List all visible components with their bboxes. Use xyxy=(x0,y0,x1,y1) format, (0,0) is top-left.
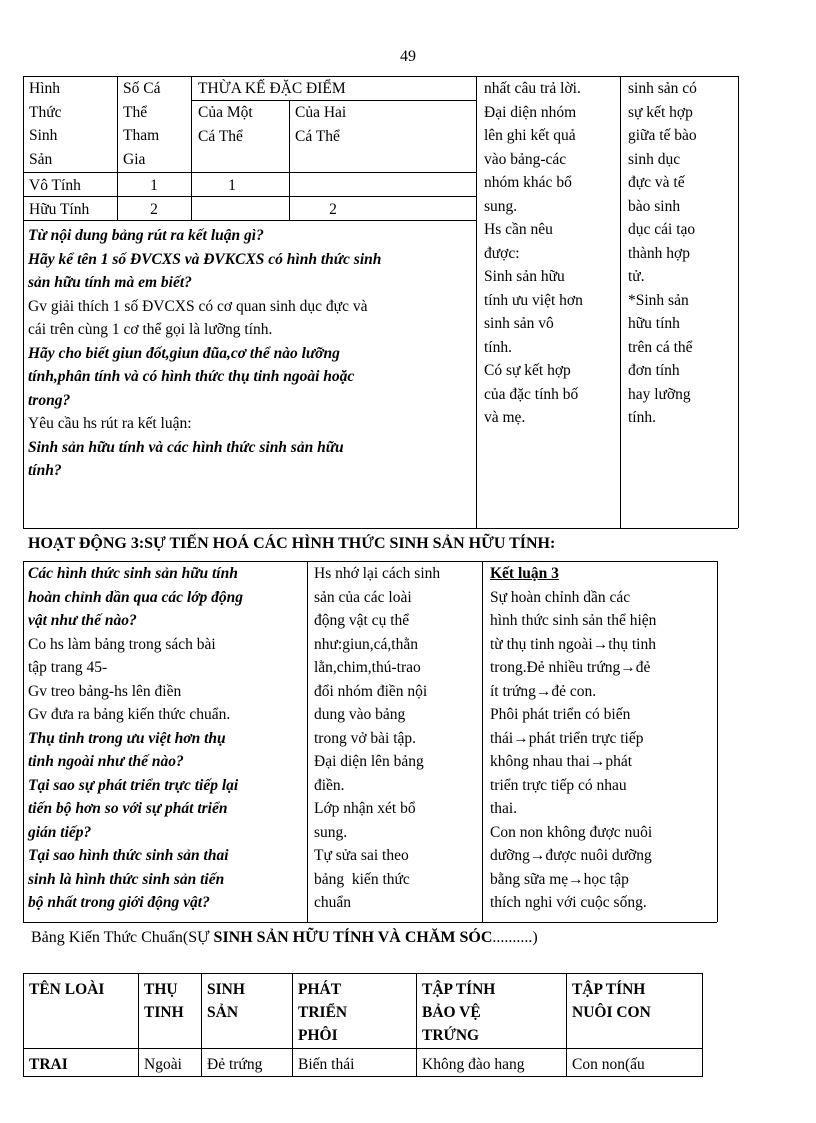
question-line: Yêu cầu hs rút ra kết luận: xyxy=(28,415,192,432)
cell-bao-ve-trung: Không đào hang xyxy=(417,1049,567,1077)
row-hai-huu-tinh: 2 xyxy=(329,201,337,218)
student-line: Hs nhớ lại cách sinh xyxy=(314,565,441,582)
conclusion-line: đực và tế xyxy=(628,174,685,191)
conclusion-line: đơn tính xyxy=(628,362,680,379)
header-bao-ve-trung: TẬP TÍNH BẢO VỆ TRỨNG xyxy=(417,974,567,1049)
student-line: Tự sửa sai theo xyxy=(314,847,409,864)
teacher-line: Tại sao sự phát triển trực tiếp lại xyxy=(28,776,239,794)
conclusion-line: từ thụ tinh ngoài→thụ tinh xyxy=(490,635,656,653)
question-line: Hãy kể tên 1 số ĐVCXS và ĐVKCXS có hình thức sinh xyxy=(28,250,382,268)
student-line: của đặc tính bố xyxy=(484,385,579,403)
student-line: Lớp nhận xét bổ xyxy=(314,800,416,817)
teacher-line: gián tiếp? xyxy=(28,823,92,841)
conclusion-line: thành hợp xyxy=(628,244,691,262)
row-mot-vo-tinh: 1 xyxy=(228,177,236,194)
question-line: Từ nội dung bảng rút ra kết luận gì? xyxy=(28,227,264,244)
teacher-line: hoàn chỉnh dần qua các lớp động xyxy=(28,588,244,606)
cell-sinh-san: Đẻ trứng xyxy=(202,1049,293,1077)
conclusion-line: bào sinh xyxy=(628,197,681,215)
conclusion-line: bằng sữa mẹ→học tập xyxy=(490,870,629,888)
student-line: Hs cần nêu xyxy=(484,221,553,238)
question-line: Sinh sản hữu tính và các hình thức sinh sản hữu xyxy=(28,438,344,456)
student-line: trong vở bài tập. xyxy=(314,729,417,747)
student-line: sản của các loài xyxy=(314,588,412,606)
activity-3-heading: HOẠT ĐỘNG 3:SỰ TIẾN HOÁ CÁC HÌNH THỨC SINH SẢN HỮU TÍNH: xyxy=(28,535,556,552)
conclusion-line: thích nghi với cuộc sống. xyxy=(490,894,647,911)
activity-3-teacher-column xyxy=(28,562,306,915)
conclusion-line: Sự hoàn chỉnh dần các xyxy=(490,588,631,606)
conclusion-line: trong.Đẻ nhiều trứng→đẻ xyxy=(490,659,651,676)
student-line: sinh sản vô xyxy=(484,315,554,332)
student-line: Đại diện lên bảng xyxy=(314,753,424,770)
header-cua-hai: Của Hai Cá Thể xyxy=(295,104,347,145)
header-phat-trien-phoi: PHÁT TRIỂN PHÔI xyxy=(293,974,417,1049)
student-line: nhóm khác bổ xyxy=(484,174,572,191)
conclusion-line: hữu tính xyxy=(628,315,680,332)
question-line: Gv giải thích 1 số ĐVCXS có cơ quan sinh dục đực và xyxy=(28,297,368,315)
teacher-line: Thụ tinh trong ưu việt hơn thụ xyxy=(28,729,226,747)
teacher-line: tiến bộ hơn so với sự phát triển xyxy=(28,800,228,817)
cell-nuoi-con: Con non(ấu xyxy=(567,1049,703,1077)
conclusion-line: không nhau thai→phát xyxy=(490,753,633,770)
student-line: dung vào bảng xyxy=(314,706,406,723)
student-line: vào bảng-các xyxy=(484,150,567,168)
student-line: Có sự kết hợp xyxy=(484,362,571,379)
student-line: được: xyxy=(484,244,520,262)
standard-knowledge-table xyxy=(23,973,703,1077)
activity-3-conclusion xyxy=(490,562,716,915)
question-line: tính? xyxy=(28,462,62,479)
conclusion-line: dưỡng→được nuôi dưỡng xyxy=(490,847,652,864)
student-line: tính. xyxy=(484,338,512,356)
teacher-line: tập trang 45- xyxy=(28,659,108,676)
teacher-line: tinh ngoài như thế nào? xyxy=(28,753,184,770)
conclusion-line: sự kết hợp xyxy=(628,103,693,121)
activity-3-student-column xyxy=(314,562,482,915)
standard-knowledge-caption: Bảng Kiến Thức Chuẩn(SỰ SINH SẢN HỮU TÍNH VÀ CHĂM SÓC..........) xyxy=(31,929,538,946)
teacher-line: Co hs làm bảng trong sách bài xyxy=(28,635,216,653)
student-line: bảng kiến thức xyxy=(314,870,410,888)
header-ten-loai: TÊN LOÀI xyxy=(24,974,139,1049)
student-line: chuẩn xyxy=(314,894,352,911)
student-responses xyxy=(484,77,618,430)
cell-thu-tinh: Ngoài xyxy=(139,1049,202,1077)
conclusion-line: tính. xyxy=(628,409,656,426)
student-line: nhất câu trả lời. xyxy=(484,80,581,97)
conclusion-line: giữa tế bào xyxy=(628,127,697,144)
student-line: động vật cụ thể xyxy=(314,612,410,629)
student-line: đổi nhóm điền nội xyxy=(314,682,428,700)
question-line: trong? xyxy=(28,391,71,409)
student-line: tính ưu việt hơn xyxy=(484,291,583,309)
teacher-line: Các hình thức sinh sản hữu tính xyxy=(28,565,238,582)
header-sinh-san: SINH SẢN xyxy=(202,974,293,1049)
conclusion-line: Con non không được nuôi xyxy=(490,823,653,841)
teacher-line: Gv đưa ra bảng kiến thức chuẩn. xyxy=(28,706,231,723)
conclusion-line: triển trực tiếp có nhau xyxy=(490,776,627,794)
conclusion-line: hay lưỡng xyxy=(628,385,691,403)
student-line: lằn,chim,thú-trao xyxy=(314,659,421,676)
conclusion-column xyxy=(628,77,736,430)
header-thua-ke: THỪA KẾ ĐẶC ĐIỂM xyxy=(198,80,346,97)
table-header-row xyxy=(24,974,703,1049)
student-line: sung. xyxy=(314,823,348,841)
header-cua-mot: Của Một Cá Thể xyxy=(198,104,253,145)
question-line: cái trên cùng 1 cơ thể gọi là lưỡng tính. xyxy=(28,321,273,338)
row-count-huu-tinh: 2 xyxy=(150,201,158,218)
conclusion-line: *Sinh sản xyxy=(628,291,689,309)
conclusion-line: trên cá thể xyxy=(628,338,693,356)
teacher-line: bộ nhất trong giới động vật? xyxy=(28,894,210,911)
cell-ten-loai: TRAI xyxy=(24,1049,139,1077)
header-so-ca-the: Số Cá Thể Tham Gia xyxy=(123,80,161,168)
student-line: và mẹ. xyxy=(484,409,526,426)
header-hinh-thuc: Hình Thức Sinh Sản xyxy=(29,80,62,168)
conclusion-line: ít trứng→đẻ con. xyxy=(490,682,597,700)
student-line: như:giun,cá,thằn xyxy=(314,635,418,653)
header-nuoi-con: TẬP TÍNH NUÔI CON xyxy=(567,974,703,1049)
conclusion-line: sinh dục xyxy=(628,150,681,168)
conclusion-line: Phôi phát triển có biến xyxy=(490,706,631,723)
conclusion-line: sinh sản có xyxy=(628,80,697,97)
conclusion-line: thái→phát triển trực tiếp xyxy=(490,729,644,747)
row-label-huu-tinh: Hữu Tính xyxy=(29,201,90,218)
conclusion-line: tử. xyxy=(628,268,645,285)
teacher-line: sinh là hình thức sinh sản tiến xyxy=(28,870,225,888)
question-line: tính,phân tính và có hình thức thụ tinh ngoài hoặc xyxy=(28,368,355,385)
teacher-questions xyxy=(28,224,474,483)
row-count-vo-tinh: 1 xyxy=(150,177,158,194)
conclusion-line: hình thức sinh sản thể hiện xyxy=(490,612,657,629)
cell-phat-trien-phoi: Biến thái xyxy=(293,1049,417,1077)
question-line: Hãy cho biết giun đốt,giun đũa,cơ thể nào lưỡng xyxy=(28,344,340,362)
student-line: lên ghi kết quả xyxy=(484,127,576,144)
conclusion-line: dục cái tạo xyxy=(628,221,696,238)
row-label-vo-tinh: Vô Tính xyxy=(29,177,81,194)
student-line: điền. xyxy=(314,776,345,794)
student-line: Sinh sản hữu xyxy=(484,268,565,285)
header-thu-tinh: THỤ TINH xyxy=(139,974,202,1049)
conclusion-line: thai. xyxy=(490,800,518,817)
teacher-line: Tại sao hình thức sinh sản thai xyxy=(28,847,229,864)
teacher-line: Gv treo bảng-hs lên điền xyxy=(28,682,182,700)
teacher-line: vật như thế nào? xyxy=(28,612,137,629)
page-number: 49 xyxy=(400,48,416,65)
conclusion-3-title: Kết luận 3 xyxy=(490,565,559,582)
student-line: sung. xyxy=(484,197,518,215)
student-line: Đại diện nhóm xyxy=(484,103,577,121)
question-line: sản hữu tính mà em biết? xyxy=(28,274,192,291)
table-row xyxy=(24,1049,703,1077)
